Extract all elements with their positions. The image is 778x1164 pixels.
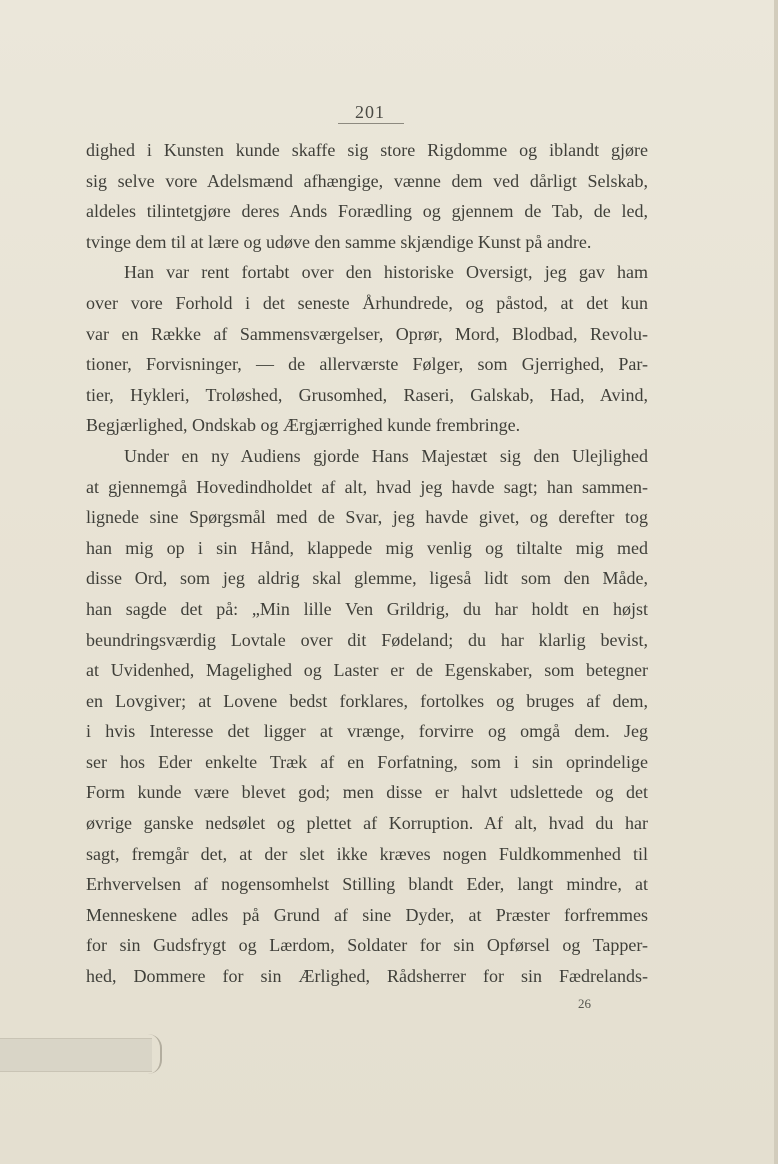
text-line: hed, Dommere for sin Ærlighed, Rådsherrer for sin Fædrelands- (86, 966, 648, 987)
text-line: lignede sine Spørgsmål med de Svar, jeg havde givet, og derefter tog (86, 507, 648, 528)
header-rule (338, 123, 404, 124)
text-line: at gjennemgå Hovedindholdet af alt, hvad jeg havde sagt; han sammen- (86, 476, 648, 497)
text-line: Menneskene adles på Grund af sine Dyder, at Præster forfremmes (86, 904, 648, 925)
text-line: en Lovgiver; at Lovene bedst forklares, fortolkes og bruges af dem, (86, 690, 648, 711)
text-line: ser hos Eder enkelte Træk af en Forfatning, som i sin oprindelige (86, 751, 648, 772)
signature-mark: 26 (578, 996, 591, 1011)
text-line: sagt, fremgår det, at der slet ikke kræves nogen Fuldkommenhed til (86, 843, 648, 864)
text-line: aldeles tilintetgjøre deres Ands Forædling og gjennem de Tab, de led, (86, 201, 648, 222)
text-line: tier, Hykleri, Troløshed, Grusomhed, Raseri, Galskab, Had, Avind, (86, 384, 648, 405)
page-number: 201 (355, 102, 385, 122)
text-line: han mig op i sin Hånd, klappede mig venlig og tiltalte mig med (86, 537, 648, 558)
text-line: for sin Gudsfrygt og Lærdom, Soldater for sin Opførsel og Tapper- (86, 935, 648, 956)
text-line: tvinge dem til at lære og udøve den samme skjændige Kunst på andre. (86, 231, 592, 252)
text-line: Erhvervelsen af nogensomhelst Stilling blandt Eder, langt mindre, at (86, 874, 648, 895)
text-line: Form kunde være blevet god; men disse er halvt udslettede og det (86, 782, 648, 803)
text-line: øvrige ganske nedsølet og plettet af Korruption. Af alt, hvad du har (86, 813, 648, 834)
text-line: tioner, Forvisninger, — de allerværste Følger, som Gjerrighed, Par- (86, 354, 648, 375)
text-line: i hvis Interesse det ligger at vrænge, forvirre og omgå dem. Jeg (86, 721, 648, 742)
text-line: Begjærlighed, Ondskab og Ærgjærrighed kunde frembringe. (86, 415, 521, 436)
text-line: Han var rent fortabt over den historiske Oversigt, jeg gav ham (124, 262, 648, 283)
text-line: han sagde det på: „Min lille Ven Grildrig, du har holdt en højst (86, 598, 648, 619)
text-line: disse Ord, som jeg aldrig skal glemme, ligeså lidt som den Måde, (86, 568, 648, 589)
text-line: Under en ny Audiens gjorde Hans Majestæt sig den Ulejlighed (124, 445, 648, 466)
body-text (86, 135, 648, 992)
paper-strip (0, 1038, 152, 1072)
page-edge (774, 0, 778, 1164)
text-line: over vore Forhold i det seneste Århundrede, og påstod, at det kun (86, 292, 648, 313)
text-line: beundringsværdig Lovtale over dit Fødeland; du har klarlig bevist, (86, 629, 648, 650)
text-line: dighed i Kunsten kunde skaffe sig store Rigdomme og iblandt gjøre (86, 140, 648, 160)
text-line: at Uvidenhed, Magelighed og Laster er de Egenskaber, som betegner (86, 660, 648, 681)
paper-fold (148, 1034, 162, 1074)
text-line: var en Række af Sammensværgelser, Oprør, Mord, Blodbad, Revolu- (86, 323, 648, 344)
text-line: sig selve vore Adelsmænd afhængige, vænne dem ved dårligt Selskab, (86, 170, 648, 191)
